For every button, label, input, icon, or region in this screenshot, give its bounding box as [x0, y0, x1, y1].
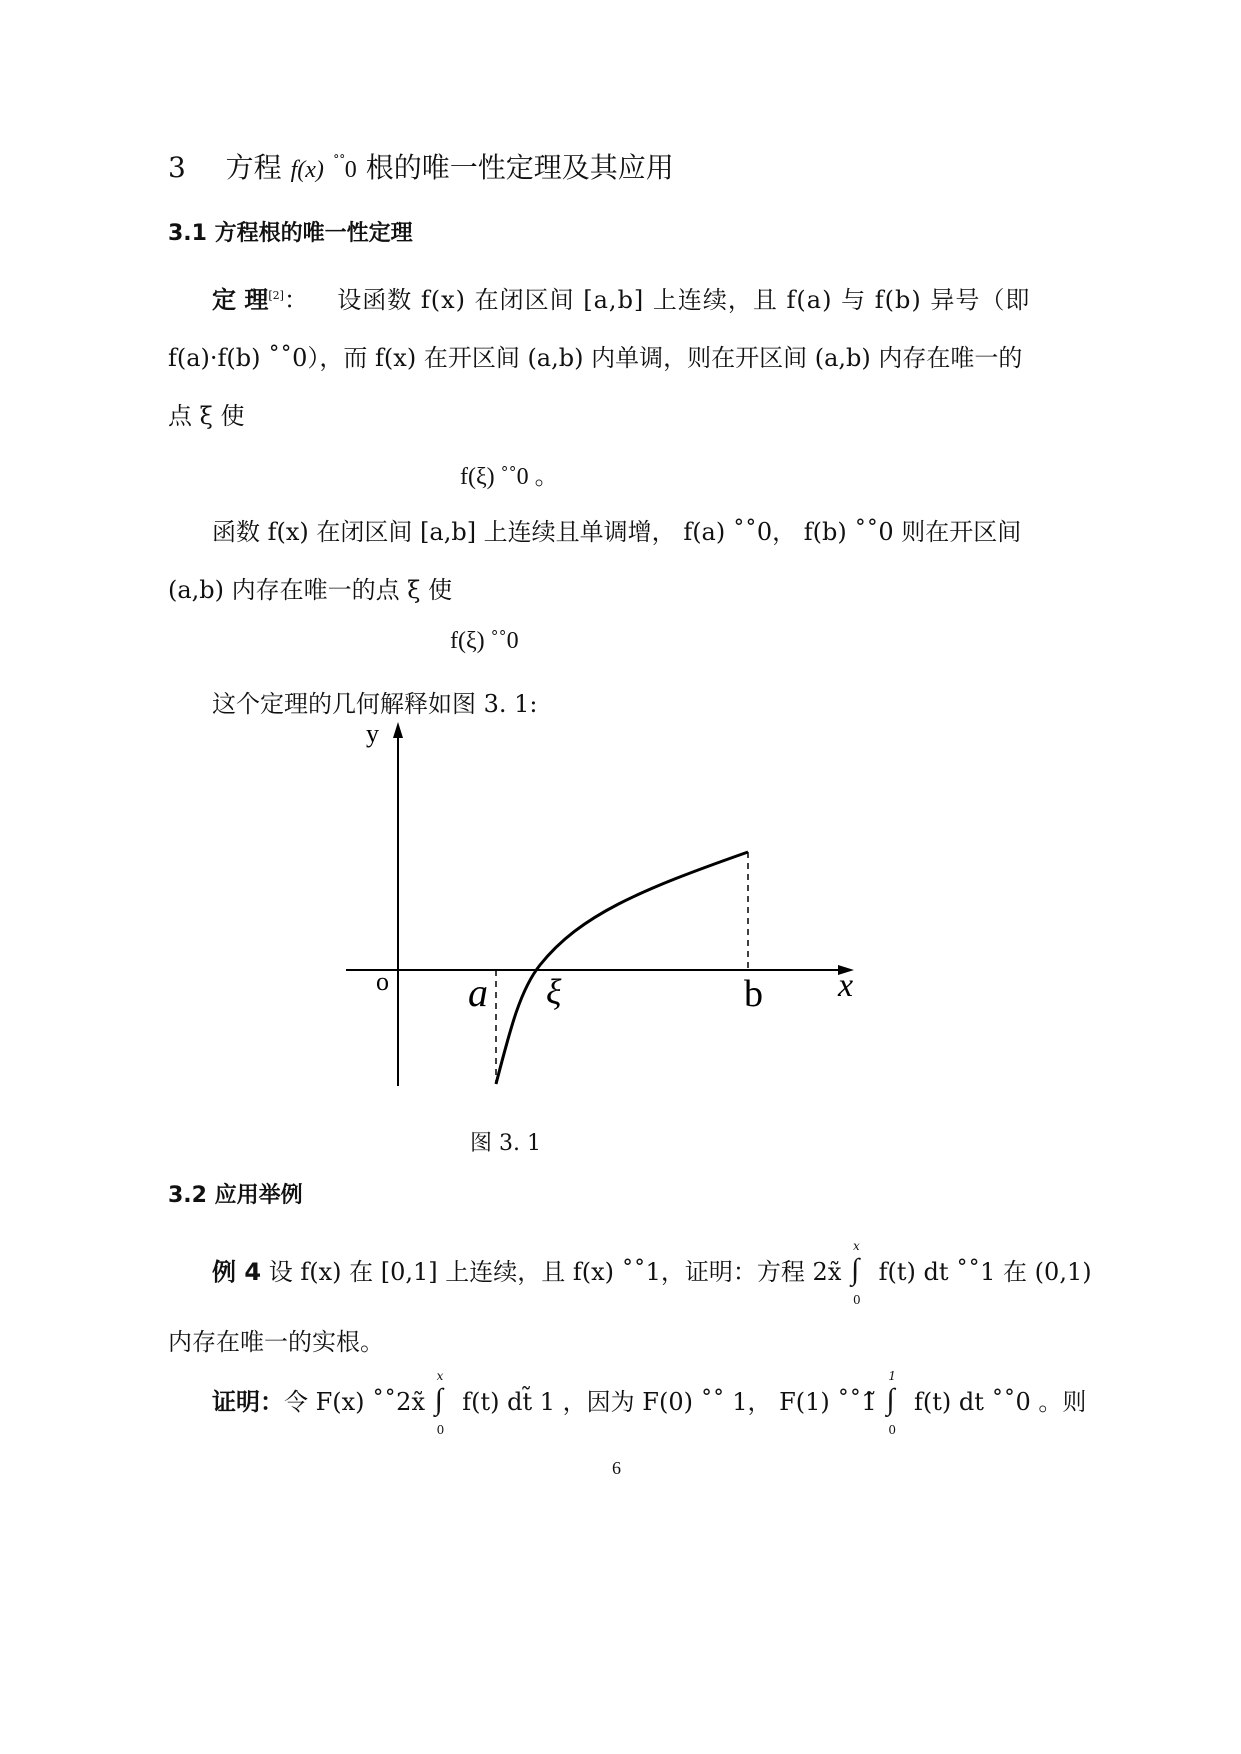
- integral-lower: 0: [436, 1422, 445, 1437]
- section-title-pre: 方程: [225, 151, 282, 184]
- integral-lower: 0: [888, 1422, 896, 1437]
- para2-formula: f(ξ) ˚˚0: [450, 628, 519, 654]
- integral-lower: 0: [853, 1292, 861, 1307]
- a-label: a: [468, 970, 488, 1015]
- example-text-a: 设 f(x) 在 [0,1] 上连续，且 f(x) ˚˚1，证明：方程 2x̃: [261, 1258, 842, 1286]
- theorem-line-3: 点 ξ 使: [168, 402, 245, 430]
- theorem-label: 定 理: [212, 286, 269, 314]
- figure-intro: 这个定理的几何解释如图 3. 1:: [212, 690, 538, 718]
- function-curve: [496, 852, 748, 1084]
- integral-upper: x: [436, 1368, 444, 1383]
- para2-line-2: (a,b) 内存在唯一的点 ξ 使: [168, 576, 453, 604]
- integral-upper: x: [853, 1238, 860, 1253]
- proof-text-a: 令 F(x) ˚˚2x̃: [284, 1388, 425, 1416]
- theorem-line-2: f(a)·f(b) ˚˚0），而 f(x) 在开区间 (a,b) 内单调，则在开区间 (a,b) 内存在唯一的: [168, 344, 1023, 372]
- b-label: b: [744, 973, 763, 1015]
- section-number: 3: [168, 151, 186, 184]
- subsection-title-3-2: 3.2 应用举例: [168, 1183, 303, 1208]
- theorem-formula: f(ξ) ˚˚0 。: [460, 464, 559, 490]
- example-text-b: f(t) dt ˚˚1 在 (0,1): [878, 1258, 1092, 1286]
- page-number: 6: [612, 1458, 621, 1478]
- integral-sign: ∫: [851, 1252, 860, 1286]
- integral-sign: ∫: [434, 1382, 443, 1416]
- theorem-ref: [2]: [268, 289, 284, 302]
- xi-label: ξ: [546, 972, 562, 1012]
- section-title-garble: ˚˚: [332, 154, 345, 171]
- x-axis-label: x: [838, 967, 854, 1004]
- example-line-2: 内存在唯一的实根。: [168, 1328, 384, 1356]
- proof-integral-2: [884, 1368, 906, 1437]
- figure-caption: 图 3. 1: [470, 1131, 541, 1156]
- y-axis-arrow: [393, 722, 403, 738]
- subsection-title-3-1: 3.1 方程根的唯一性定理: [168, 221, 413, 246]
- para2-line-1: 函数 f(x) 在闭区间 [a,b] 上连续且单调增， f(a) ˚˚0， f(b) ˚˚0 则在开区间: [212, 518, 1022, 546]
- section-title-post: 根的唯一性定理及其应用: [365, 151, 674, 184]
- origin-label: o: [376, 967, 389, 996]
- section-title-fx: f(x): [290, 157, 324, 183]
- proof-text-c: f(t) dt ˚˚0 。则: [913, 1388, 1087, 1416]
- proof-integral-1: [433, 1368, 455, 1437]
- y-axis-label: y: [366, 719, 379, 748]
- example-label: 例 4: [212, 1258, 262, 1286]
- integral-upper: 1: [888, 1368, 896, 1383]
- proof-line-1: [212, 1368, 1087, 1437]
- theorem-colon: ：: [283, 286, 308, 314]
- proof-text-b: f(t) dt̃ 1 ，因为 F(0) ˚˚ 1， F(1) ˚˚1̃: [462, 1388, 877, 1416]
- theorem-text-line-1: 设函数 f(x) 在闭区间 [a,b] 上连续，且 f(a) 与 f(b) 异号（即: [337, 286, 1031, 314]
- proof-label: 证明：: [212, 1388, 284, 1416]
- example-integral: [849, 1238, 871, 1307]
- example-line-1: [212, 1238, 1092, 1307]
- section-title-zero: 0: [344, 157, 357, 183]
- integral-sign: ∫: [886, 1382, 895, 1416]
